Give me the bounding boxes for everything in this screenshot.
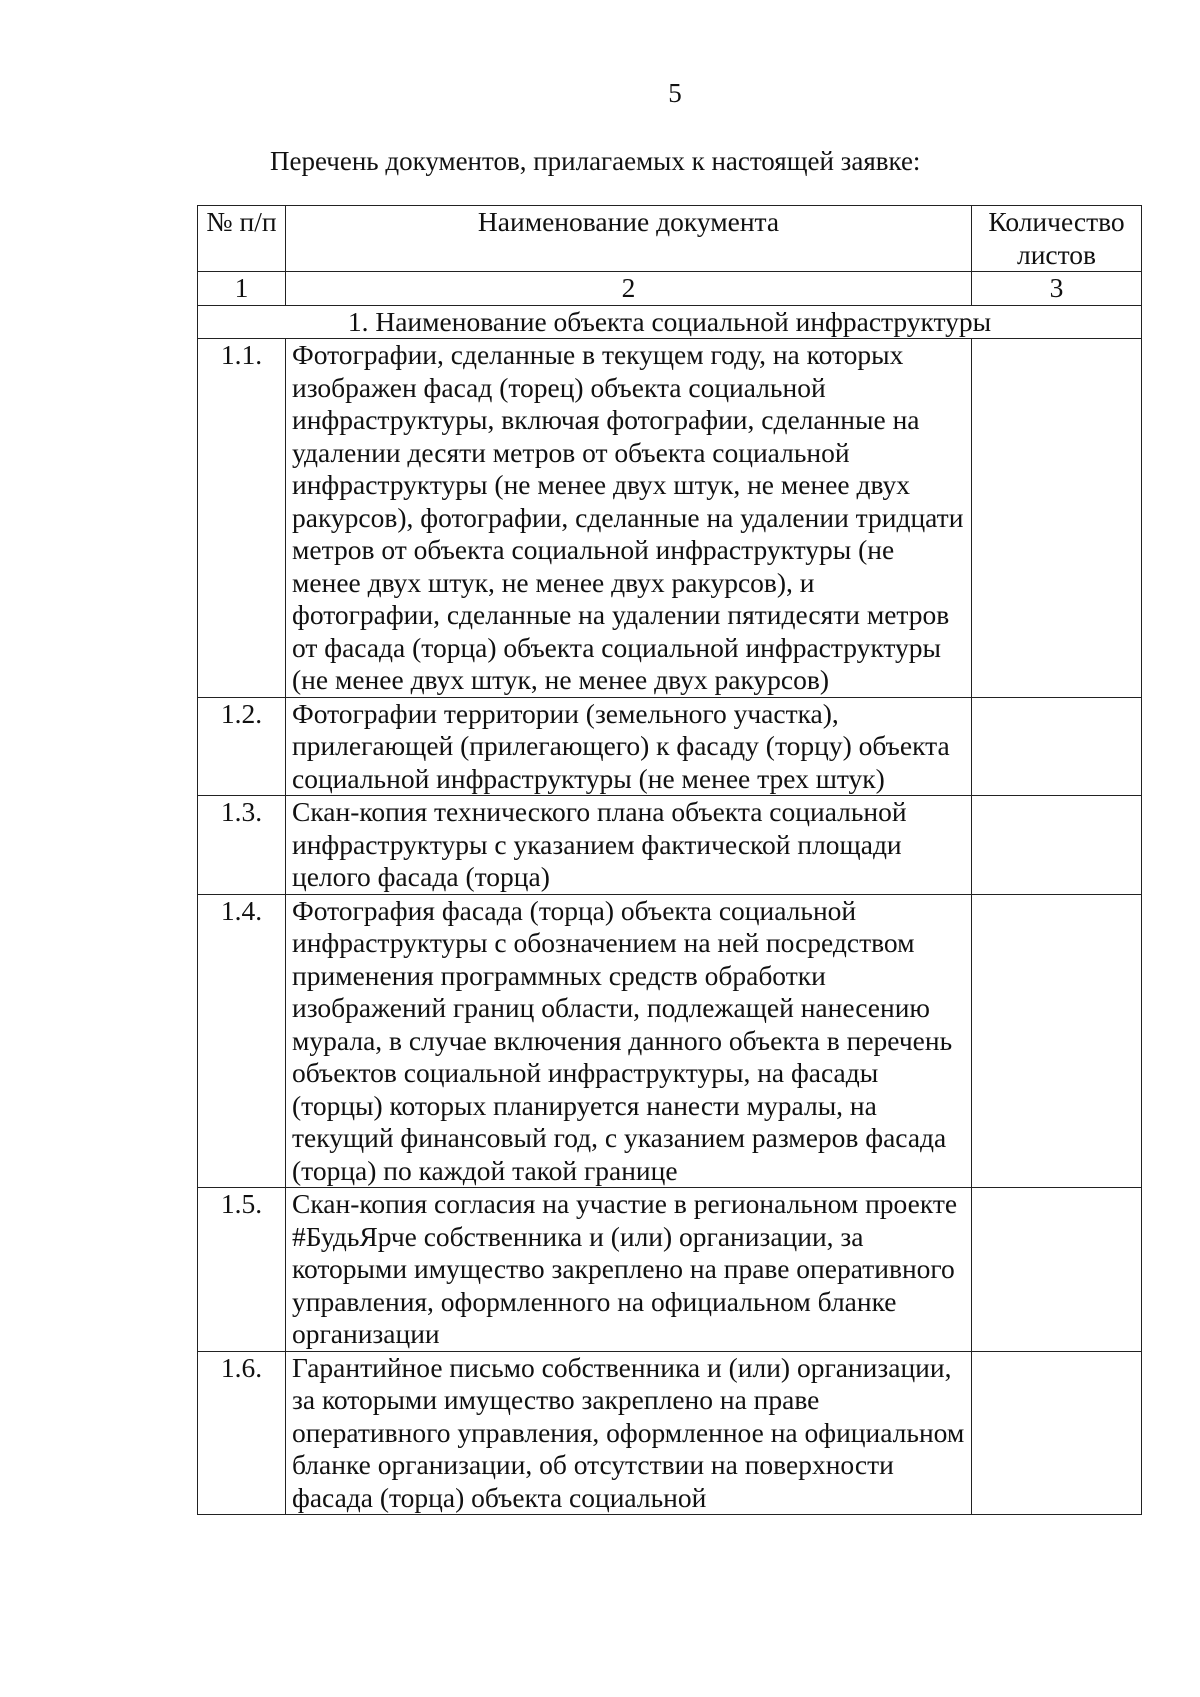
- column-number-1: 1: [198, 272, 286, 306]
- header-number: № п/п: [198, 206, 286, 272]
- column-numbers-row: [198, 272, 1142, 306]
- document-name: Скан-копия согласия на участие в региональном проекте #БудьЯрче собственника и (или) организации, за которыми имущество закреплено на праве оперативного управления, оформленного на официальном бланке организации: [286, 1188, 972, 1352]
- document-name: Фотография фасада (торца) объекта социальной инфраструктуры с обозначением на ней посредством применения программных средств обработки изображений границ области, подлежащей нанесению мурала, в случае включения данного объекта в перечень объектов социальной инфраструктуры, на фасады (торцы) которых планируется нанести муралы, на текущий финансовый год, с указанием размеров фасада (торца) по каждой такой границе: [286, 894, 972, 1188]
- sheet-count: [972, 796, 1142, 895]
- row-number: 1.5.: [198, 1188, 286, 1352]
- document-name: Фотографии территории (земельного участка), прилегающей (прилегающего) к фасаду (торцу) объекта социальной инфраструктуры (не менее трех штук): [286, 697, 972, 796]
- documents-table: [197, 205, 1142, 1515]
- row-number: 1.1.: [198, 339, 286, 698]
- table-row: [198, 697, 1142, 796]
- column-number-2: 2: [286, 272, 972, 306]
- table-row: [198, 1351, 1142, 1515]
- table-header-row: [198, 206, 1142, 272]
- document-name: Скан-копия технического плана объекта социальной инфраструктуры с указанием фактической площади целого фасада (торца): [286, 796, 972, 895]
- table-row: [198, 796, 1142, 895]
- section-title: 1. Наименование объекта социальной инфраструктуры: [198, 305, 1142, 339]
- sheet-count: [972, 1188, 1142, 1352]
- documents-list-heading: Перечень документов, прилагаемых к настоящей заявке:: [270, 146, 921, 176]
- page-number: 5: [668, 78, 682, 108]
- table-row: [198, 894, 1142, 1188]
- row-number: 1.3.: [198, 796, 286, 895]
- row-number: 1.6.: [198, 1351, 286, 1515]
- column-number-3: 3: [972, 272, 1142, 306]
- document-name: Фотографии, сделанные в текущем году, на которых изображен фасад (торец) объекта социальной инфраструктуры, включая фотографии, сделанные на удалении десяти метров от объекта социальной инфраструктуры (не менее двух штук, не менее двух ракурсов), фотографии, сделанные на удалении тридцати метров от объекта социальной инфраструктуры (не менее двух штук, не менее двух ракурсов), и фотографии, сделанные на удалении пятидесяти метров от фасада (торца) объекта социальной инфраструктуры (не менее двух штук, не менее двух ракурсов): [286, 339, 972, 698]
- header-name: Наименование документа: [286, 206, 972, 272]
- row-number: 1.4.: [198, 894, 286, 1188]
- sheet-count: [972, 697, 1142, 796]
- sheet-count: [972, 894, 1142, 1188]
- header-quantity: Количество листов: [972, 206, 1142, 272]
- row-number: 1.2.: [198, 697, 286, 796]
- document-name: Гарантийное письмо собственника и (или) организации, за которыми имущество закреплено на праве оперативного управления, оформленное на официальном бланке организации, об отсутствии на поверхности фасада (торца) объекта социальной: [286, 1351, 972, 1515]
- sheet-count: [972, 339, 1142, 698]
- table-row: [198, 1188, 1142, 1352]
- sheet-count: [972, 1351, 1142, 1515]
- table-row: [198, 339, 1142, 698]
- section-row: [198, 305, 1142, 339]
